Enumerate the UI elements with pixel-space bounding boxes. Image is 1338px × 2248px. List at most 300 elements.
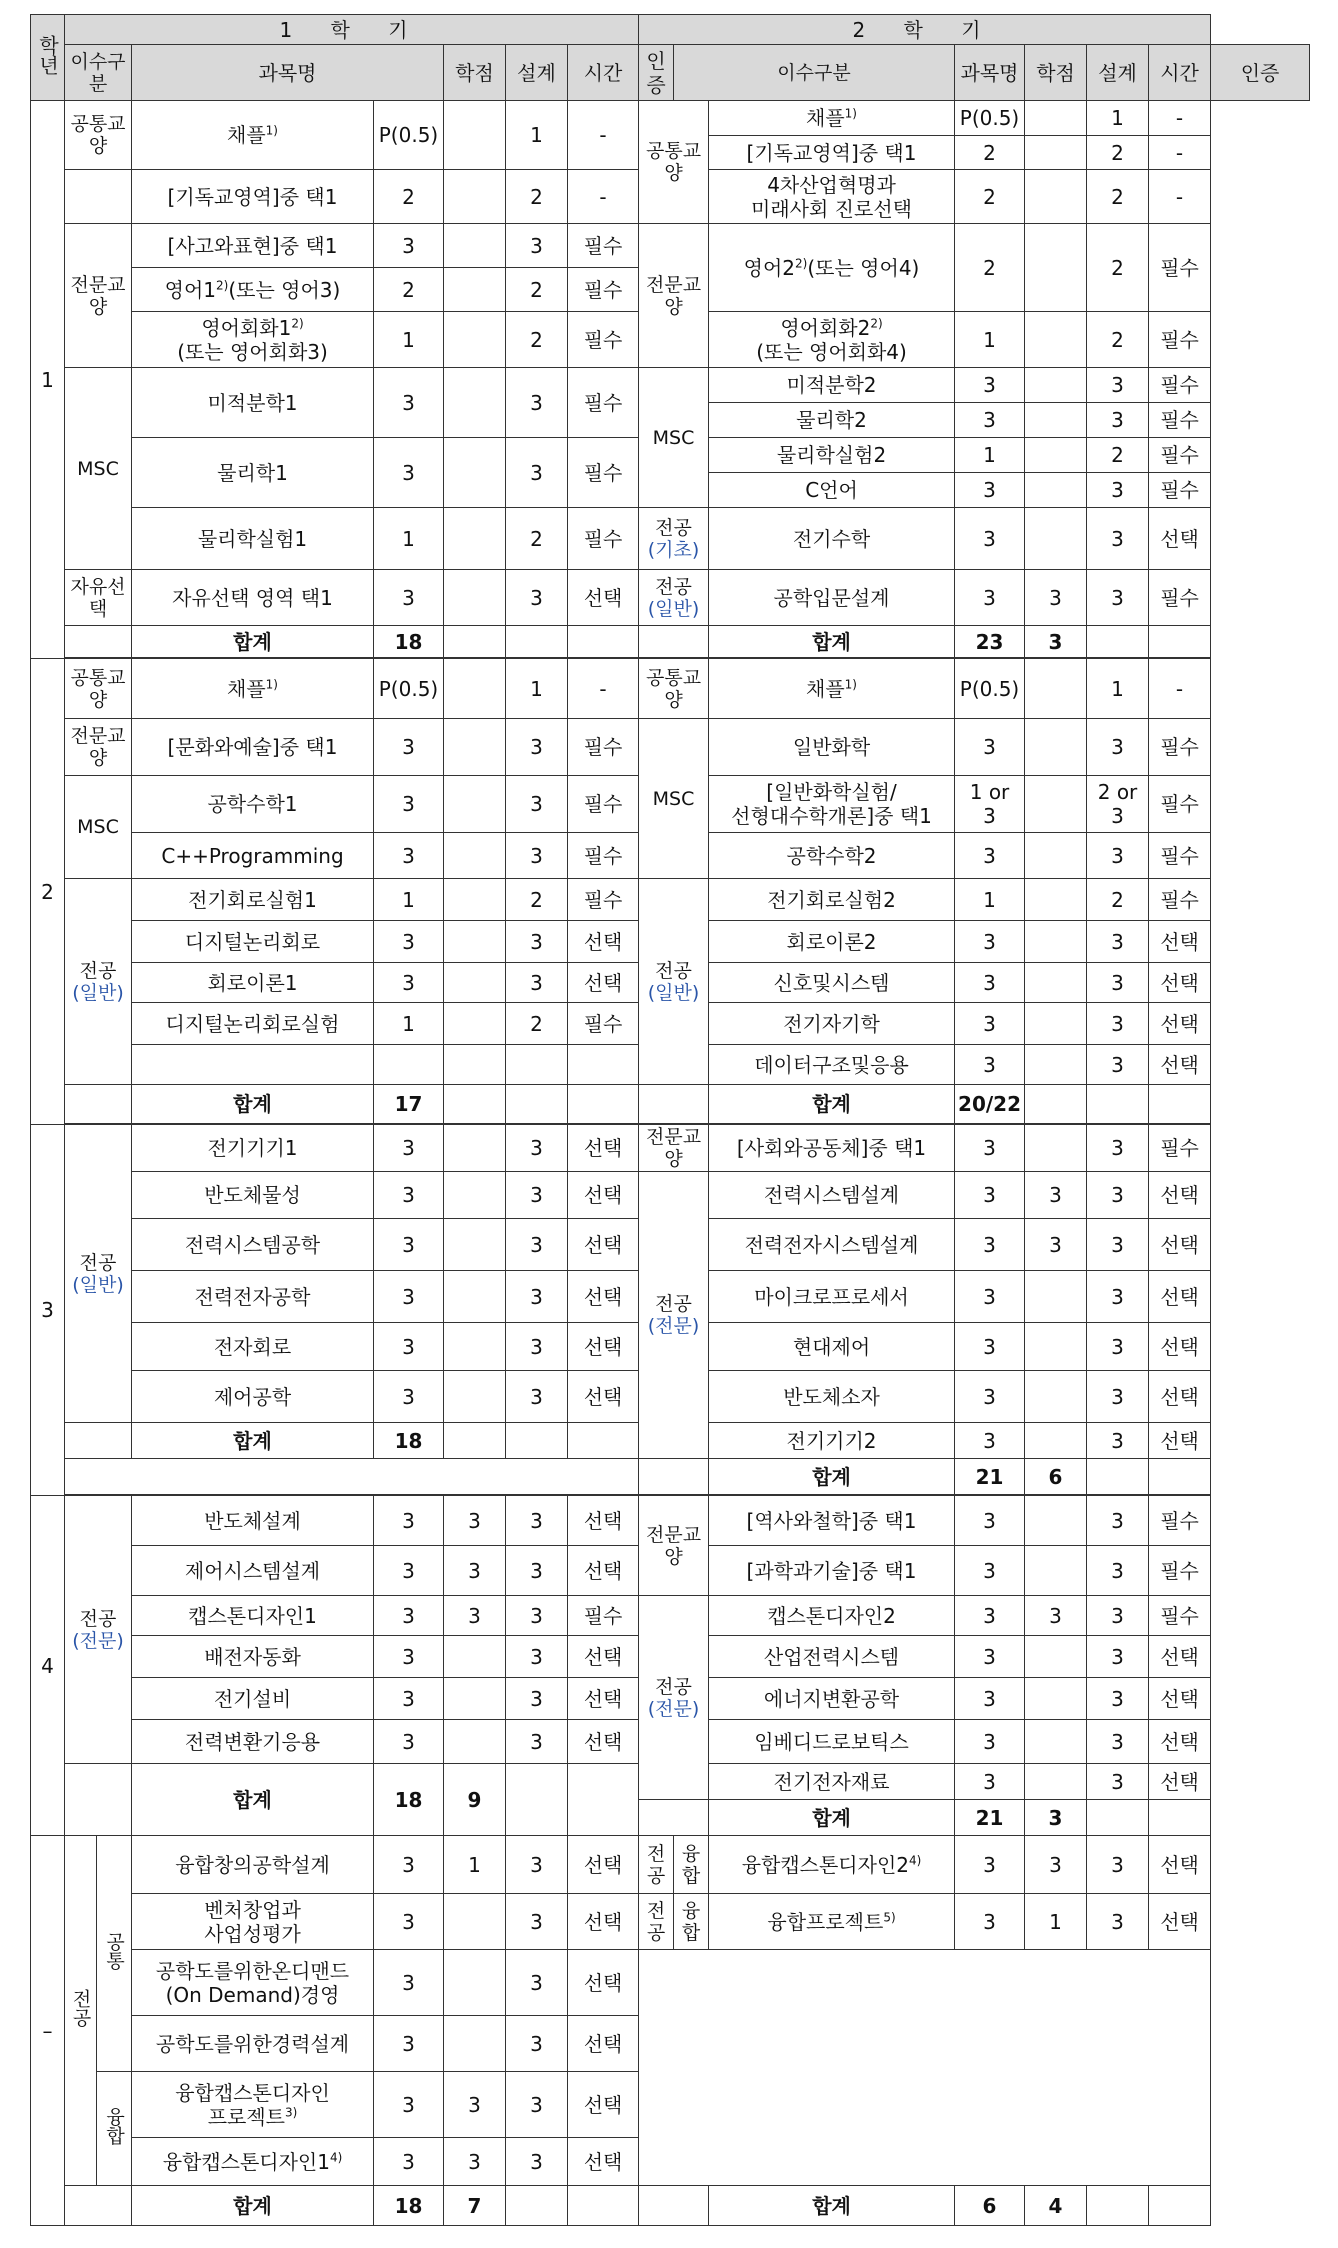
cert-cell: 선택 [568,2016,639,2072]
hours-cell: 2 [1087,879,1149,921]
course-name: C++Programming [132,833,374,879]
cert-cell: - [568,101,639,170]
hours-cell: 2 [506,879,568,921]
hours-cell [1087,1459,1149,1495]
cert-cell: 필수 [568,719,639,776]
design-cell [1025,368,1087,403]
hours-cell: 3 [506,2016,568,2072]
hours-cell: 3 [506,833,568,879]
hours-cell: 3 [1087,403,1149,438]
cert-cell: 선택 [1149,1371,1211,1423]
design-cell [444,879,506,921]
total-label: 합계 [709,626,955,658]
course-name: [기독교영역]중 택1 [709,136,955,170]
design-cell [444,1636,506,1678]
course-name: 캡스톤디자인2 [709,1596,955,1636]
credit-cell: 3 [374,963,444,1003]
design-cell [444,833,506,879]
credit-cell: 3 [374,921,444,963]
design-cell [1025,833,1087,879]
category-cell [65,170,132,224]
cert-cell: 선택 [568,1950,639,2016]
credit-cell: 3 [374,368,444,438]
category-cell: 전공 (일반) [65,879,132,1085]
category-common: 공통 [97,1836,132,2072]
credit-cell: 3 [955,921,1025,963]
hours-cell: 3 [506,776,568,833]
credit-cell: P(0.5) [955,659,1025,719]
category-cell [639,1085,709,1124]
hours-cell: 2 [506,1003,568,1045]
design-cell [1025,438,1087,473]
category-fusion: 융합 [674,1836,709,1894]
course-name: [사고와표현]중 택1 [132,224,374,268]
course-name: 전기자기학 [709,1003,955,1045]
cert-cell: 필수 [568,368,639,438]
hours-cell: 3 [506,1950,568,2016]
credit-cell: 3 [955,473,1025,508]
credit-total: 21 [955,1459,1025,1495]
cert-cell: - [1149,101,1211,136]
category-cell: 전문교양 [65,719,132,776]
course-name: 마이크로프로세서 [709,1271,955,1323]
credit-cell: P(0.5) [955,101,1025,136]
credit-cell: 3 [955,1596,1025,1636]
course-name: 영어회화2$^{2)}$ (또는 영어회화4) [709,312,955,368]
category-cell: 전공 (전문) [65,1496,132,1764]
design-cell [1025,1720,1087,1764]
cert-cell: 선택 [1149,921,1211,963]
hours-cell: 3 [506,1596,568,1636]
course-name: 전자회로 [132,1323,374,1371]
credit-cell: 3 [374,224,444,268]
cert-cell: 필수 [568,776,639,833]
credit-total: 23 [955,626,1025,658]
hours-cell: 3 [1087,1546,1149,1596]
cert-cell [1149,1085,1211,1124]
category-cell [639,2186,709,2226]
design-cell [444,776,506,833]
hours-cell: 3 [1087,1271,1149,1323]
category-cell: 전공 (일반) [65,1125,132,1423]
course-name: [역사와철학]중 택1 [709,1496,955,1546]
header-semester-2: 2 학 기 [639,15,1211,45]
hours-cell: 3 [506,1836,568,1894]
category-cell: 전공 (일반) [639,570,709,626]
cert-cell: 선택 [1149,1172,1211,1219]
hours-cell: 3 [506,1636,568,1678]
cert-cell: 선택 [568,1496,639,1546]
hours-cell: 3 [506,438,568,508]
credit-total: 18 [374,2186,444,2226]
cert-cell: 필수 [1149,224,1211,312]
header-credit: 학점 [1025,45,1087,101]
credit-cell: 1 [955,438,1025,473]
design-cell: 3 [1025,1219,1087,1271]
cert-cell: 선택 [1149,1636,1211,1678]
hours-cell: 3 [1087,1323,1149,1371]
cert-cell: 필수 [1149,368,1211,403]
credit-total: 18 [374,1423,444,1459]
header-hours: 시간 [568,45,639,101]
credit-cell: 1 [955,879,1025,921]
hours-cell: 2 [1087,224,1149,312]
category-cell: 전문교양 [639,1125,709,1172]
credit-cell: P(0.5) [374,659,444,719]
category-cell [65,626,132,658]
credit-cell: 3 [955,1678,1025,1720]
hours-cell [1087,2186,1149,2226]
course-name: 전력시스템설계 [709,1172,955,1219]
design-cell [1025,776,1087,833]
hours-cell: 3 [506,368,568,438]
course-name: 공학도를위한경력설계 [132,2016,374,2072]
credit-cell: 2 [955,170,1025,224]
design-cell: 3 [1025,570,1087,626]
hours-cell: 3 [1087,1219,1149,1271]
design-cell [1025,921,1087,963]
credit-total: 18 [374,626,444,658]
hours-cell: 2 [1087,312,1149,368]
cert-cell: 선택 [1149,1836,1211,1894]
course-name: 채플$^{1)}$ [132,101,374,170]
credit-cell: 3 [955,963,1025,1003]
hours-cell: 3 [1087,833,1149,879]
design-cell [1025,1323,1087,1371]
course-name: 융합캡스톤디자인 프로젝트$^{3)}$ [132,2072,374,2138]
credit-cell: 1 [374,312,444,368]
design-cell [444,224,506,268]
hours-cell: 3 [506,963,568,1003]
cert-cell: 필수 [568,438,639,508]
grade-cell: 1 [31,101,65,659]
grade-cell: 3 [31,1125,65,1496]
credit-cell: 2 [374,268,444,312]
course-name: 에너지변환공학 [709,1678,955,1720]
cert-cell [1149,626,1211,658]
credit-cell: 3 [955,1496,1025,1546]
category-cell [639,1800,709,1836]
credit-total: 17 [374,1085,444,1124]
hours-cell: 3 [1087,1836,1149,1894]
cert-cell: 필수 [568,879,639,921]
cert-cell: 선택 [1149,1720,1211,1764]
credit-cell: 3 [374,1636,444,1678]
credit-cell: 3 [374,1678,444,1720]
cert-cell: 선택 [568,1125,639,1172]
credit-cell: 3 [374,1894,444,1950]
design-total: 7 [444,2186,506,2226]
hours-cell: 3 [1087,1423,1149,1459]
header-design: 설계 [1087,45,1149,101]
category-cell [65,1764,132,1836]
design-cell [1025,1003,1087,1045]
cert-cell [568,1045,639,1085]
course-name: 전기전자재료 [709,1764,955,1800]
design-cell [444,368,506,438]
credit-cell: P(0.5) [374,101,444,170]
design-cell: 1 [1025,1894,1087,1950]
design-cell [1025,963,1087,1003]
design-cell [444,170,506,224]
header-cert: 인증 [639,45,674,101]
category-cell: 자유선택 [65,570,132,626]
hours-cell: 2 [1087,438,1149,473]
header-hours: 시간 [1149,45,1211,101]
cert-cell: 필수 [568,1003,639,1045]
course-name: 반도체설계 [132,1496,374,1546]
hours-cell: 3 [1087,1125,1149,1172]
design-cell [1025,136,1087,170]
credit-cell [374,1045,444,1085]
category-major: 전공 [65,1836,97,2186]
design-total: 6 [1025,1459,1087,1495]
hours-cell: 3 [1087,963,1149,1003]
category-cell: 전문교양 [639,224,709,368]
design-cell [1025,659,1087,719]
category-cell [65,1085,132,1124]
cert-cell: 필수 [1149,1596,1211,1636]
hours-cell: 3 [1087,1371,1149,1423]
hours-cell: 3 [506,570,568,626]
design-total: 9 [444,1764,506,1836]
credit-cell: 3 [955,1894,1025,1950]
design-cell [1025,1125,1087,1172]
hours-cell: 3 [1087,921,1149,963]
credit-cell: 2 [955,224,1025,312]
credit-cell: 3 [374,570,444,626]
hours-cell: 3 [506,224,568,268]
credit-cell: 3 [955,1219,1025,1271]
course-name: 물리학2 [709,403,955,438]
design-cell [444,268,506,312]
course-name: 전력변환기응용 [132,1720,374,1764]
hours-cell: 3 [506,1546,568,1596]
credit-cell: 3 [374,1371,444,1423]
design-cell: 1 [444,1836,506,1894]
course-name: 채플$^{1)}$ [709,101,955,136]
credit-cell: 3 [374,1219,444,1271]
credit-cell: 3 [374,1125,444,1172]
credit-cell: 3 [955,1003,1025,1045]
credit-cell: 3 [955,1764,1025,1800]
course-name: 영어1$^{2)}$(또는 영어3) [132,268,374,312]
credit-cell: 3 [374,833,444,879]
hours-cell: 3 [1087,1045,1149,1085]
hours-cell: 3 [506,1172,568,1219]
credit-cell: 3 [955,403,1025,438]
cert-cell: 선택 [568,1836,639,1894]
design-cell: 3 [444,1496,506,1546]
credit-cell: 3 [955,1371,1025,1423]
cert-cell: 선택 [1149,508,1211,570]
credit-cell: 1 [955,312,1025,368]
credit-cell: 3 [955,1720,1025,1764]
hours-cell [1087,1085,1149,1124]
cert-cell: - [1149,659,1211,719]
category-major: 전공 [639,1836,674,1894]
cert-cell: 선택 [568,1678,639,1720]
design-cell [444,1271,506,1323]
credit-cell: 3 [955,1323,1025,1371]
course-name: 공학도를위한온디맨드 (On Demand)경영 [132,1950,374,2016]
cert-cell [568,626,639,658]
cert-cell: 선택 [568,1271,639,1323]
hours-cell: 3 [1087,1678,1149,1720]
total-label: 합계 [709,2186,955,2226]
cert-cell: 선택 [1149,1678,1211,1720]
course-name: 자유선택 영역 택1 [132,570,374,626]
hours-cell: 3 [506,1894,568,1950]
design-cell: 3 [1025,1596,1087,1636]
category-cell [639,1459,709,1495]
credit-cell: 3 [955,1636,1025,1678]
course-name: 채플$^{1)}$ [709,659,955,719]
course-name: 물리학1 [132,438,374,508]
design-cell [444,1678,506,1720]
design-total [444,1085,506,1124]
cert-cell: 필수 [1149,1546,1211,1596]
cert-cell: 선택 [1149,1323,1211,1371]
total-label: 합계 [132,2186,374,2226]
category-cell: 공통교양 [639,101,709,224]
cert-cell: 선택 [1149,1003,1211,1045]
design-cell: 3 [444,1546,506,1596]
course-name [132,1045,374,1085]
hours-cell: 2 [1087,170,1149,224]
course-name: [사회와공동체]중 택1 [709,1125,955,1172]
design-cell [444,963,506,1003]
course-name: 산업전력시스템 [709,1636,955,1678]
cert-cell: - [568,659,639,719]
cert-cell: 필수 [1149,570,1211,626]
credit-cell: 3 [955,719,1025,776]
total-label: 합계 [709,1800,955,1836]
course-name: 현대제어 [709,1323,955,1371]
hours-cell [1087,626,1149,658]
category-fusion: 융합 [97,2072,132,2186]
design-cell [1025,473,1087,508]
course-name: 배전자동화 [132,1636,374,1678]
course-name: 공학수학1 [132,776,374,833]
credit-cell: 3 [955,368,1025,403]
course-name: 벤처창업과 사업성평가 [132,1894,374,1950]
course-name: 제어시스템설계 [132,1546,374,1596]
course-name: 물리학실험2 [709,438,955,473]
hours-cell [506,1085,568,1124]
course-name: 제어공학 [132,1371,374,1423]
credit-cell: 3 [955,1423,1025,1459]
cert-cell: 필수 [1149,403,1211,438]
hours-cell: 3 [1087,1596,1149,1636]
credit-cell: 3 [374,1323,444,1371]
hours-cell: 3 [1087,1496,1149,1546]
cert-cell: 선택 [568,1720,639,1764]
course-name: 디지털논리회로실험 [132,1003,374,1045]
cert-cell [1149,1800,1211,1836]
grade-cell: 4 [31,1496,65,1836]
hours-cell [506,1423,568,1459]
design-cell [444,1720,506,1764]
design-cell [444,1323,506,1371]
design-cell [1025,1271,1087,1323]
header-grade: 학년 [31,15,65,101]
cert-cell: 선택 [568,921,639,963]
cert-cell: 필수 [1149,879,1211,921]
design-cell [444,570,506,626]
course-name: 전력전자시스템설계 [709,1219,955,1271]
design-cell [444,1125,506,1172]
credit-cell: 2 [374,170,444,224]
design-cell [1025,1423,1087,1459]
design-cell [1025,1678,1087,1720]
credit-cell: 1 [374,508,444,570]
course-name: C언어 [709,473,955,508]
cert-cell: 선택 [568,2072,639,2138]
design-cell [444,1045,506,1085]
course-name: 융합캡스톤디자인1$^{4)}$ [132,2138,374,2186]
cert-cell: 선택 [568,1219,639,1271]
hours-cell: 3 [1087,719,1149,776]
credit-cell: 3 [955,1172,1025,1219]
hours-cell: 3 [1087,508,1149,570]
design-cell [444,312,506,368]
category-cell: MSC [65,368,132,570]
course-name: 디지털논리회로 [132,921,374,963]
hours-cell: 3 [506,1496,568,1546]
course-name: 회로이론2 [709,921,955,963]
course-name: [기독교영역]중 택1 [132,170,374,224]
design-cell [444,719,506,776]
cert-cell: 필수 [1149,719,1211,776]
credit-cell: 3 [955,1045,1025,1085]
cert-cell: 필수 [1149,312,1211,368]
course-name: 신호및시스템 [709,963,955,1003]
cert-cell: 필수 [568,833,639,879]
category-fusion: 융합 [674,1894,709,1950]
hours-cell: 3 [506,1678,568,1720]
credit-cell: 3 [374,719,444,776]
design-total [444,626,506,658]
credit-cell: 3 [374,1836,444,1894]
hours-cell: 2 [506,170,568,224]
cert-cell: 필수 [568,268,639,312]
header-type: 이수구분 [674,45,955,101]
credit-cell: 3 [955,1271,1025,1323]
course-name: 전기수학 [709,508,955,570]
credit-cell: 2 [955,136,1025,170]
cert-cell: 선택 [568,1546,639,1596]
course-name: 물리학실험1 [132,508,374,570]
hours-cell: 2 or 3 [1087,776,1149,833]
cert-cell: 선택 [1149,1271,1211,1323]
design-cell [1025,1371,1087,1423]
credit-cell: 3 [374,1546,444,1596]
design-cell [1025,1045,1087,1085]
credit-cell: 3 [374,1596,444,1636]
course-name: 임베디드로보틱스 [709,1720,955,1764]
design-cell [1025,170,1087,224]
credit-cell: 3 [374,1172,444,1219]
cert-cell: 선택 [568,1172,639,1219]
course-name: 공학수학2 [709,833,955,879]
hours-cell: 3 [1087,1172,1149,1219]
design-cell [444,1172,506,1219]
total-label: 합계 [132,1764,374,1836]
hours-cell: 1 [1087,101,1149,136]
category-cell: 전공 (전문) [639,1172,709,1459]
course-name: 캡스톤디자인1 [132,1596,374,1636]
